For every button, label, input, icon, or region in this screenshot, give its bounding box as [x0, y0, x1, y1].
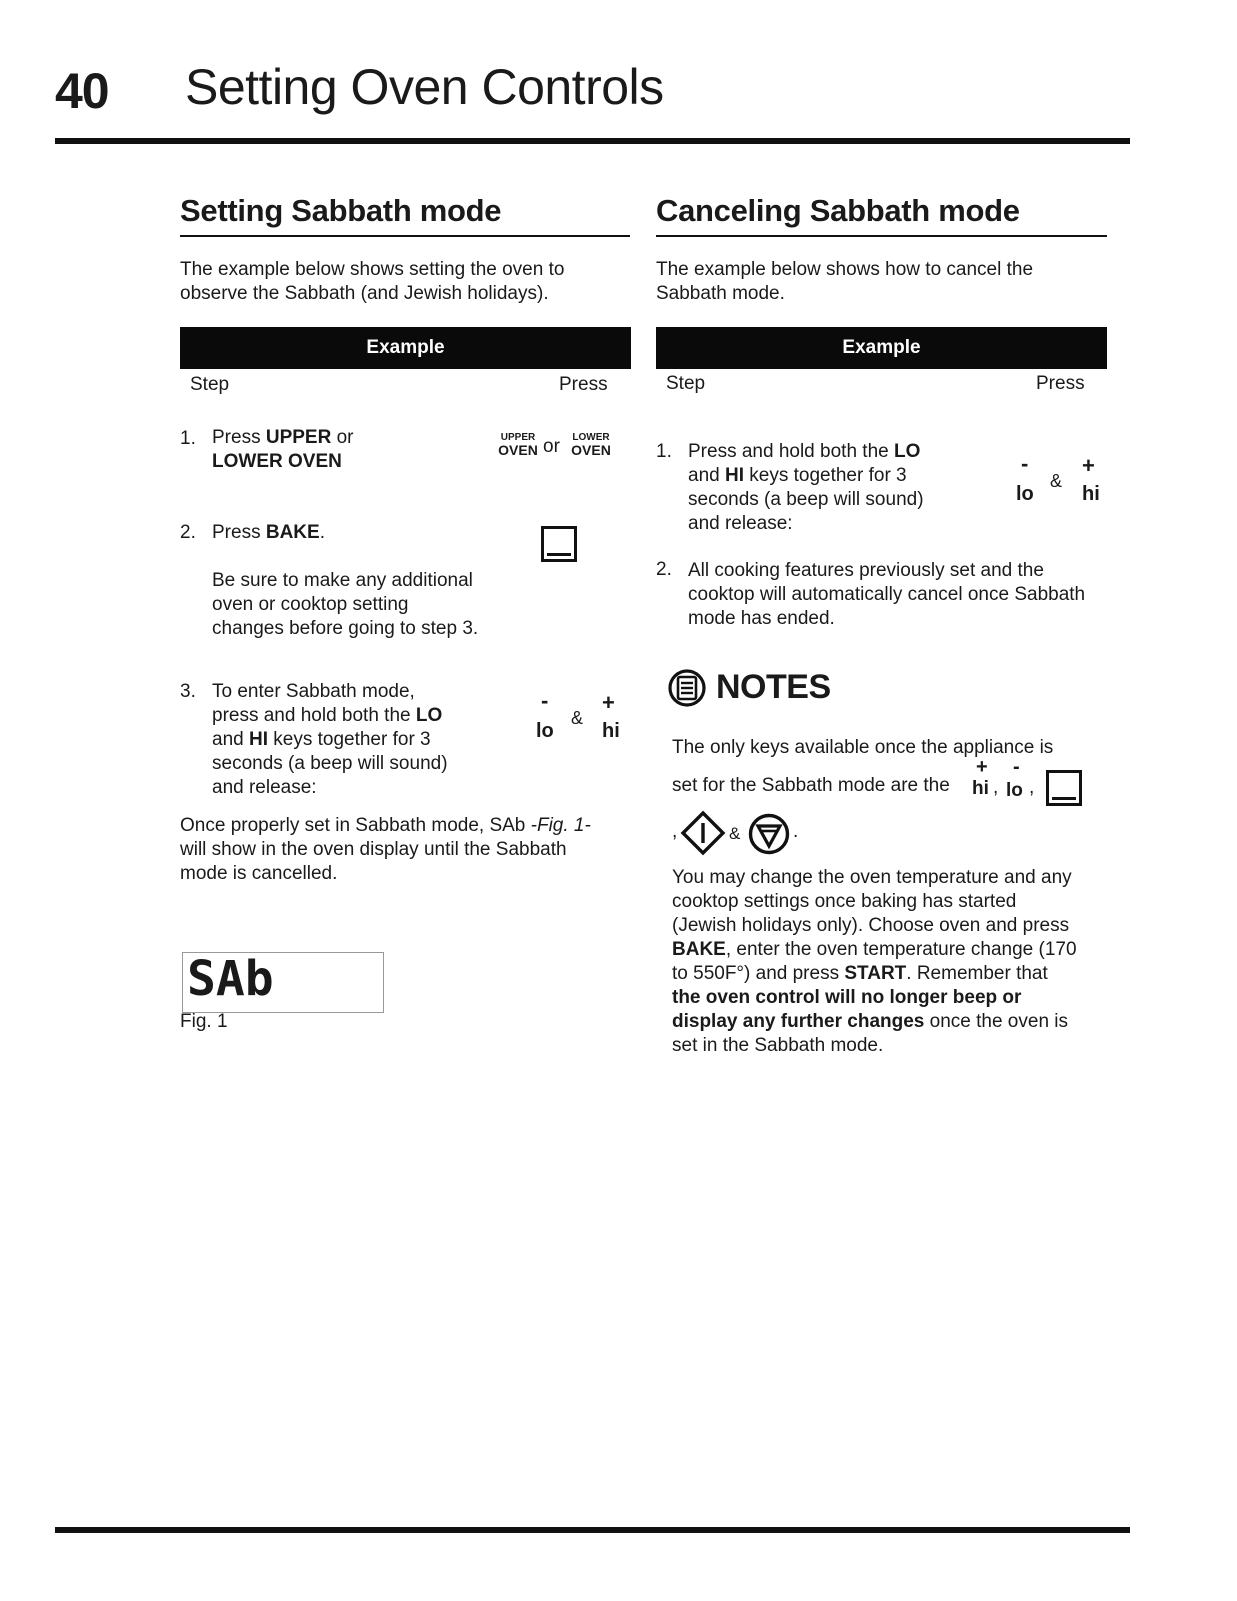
notes-comma-1: ,	[993, 777, 999, 798]
right-hi-key[interactable]: hi	[1082, 483, 1100, 505]
right-example-bar: Example	[656, 327, 1107, 369]
notes-line-1: The only keys available once the appliance is	[672, 737, 1054, 758]
left-step2-note-3: changes before going to step 3.	[212, 618, 479, 639]
hi-plus-symbol: +	[602, 690, 615, 715]
left-step3-line-2: press and hold both the LO	[212, 705, 443, 726]
right-step2-line-3: mode has ended.	[688, 608, 835, 629]
left-step1-text-2: LOWER OVEN	[212, 451, 342, 472]
notes-p2-line-5: to 550F°) and press START. Remember that	[672, 963, 1048, 984]
right-section-title: Canceling Sabbath mode	[656, 193, 1020, 228]
notes-line-2: set for the Sabbath mode are the	[672, 775, 950, 796]
left-section-rule	[180, 235, 630, 237]
bake-key-icon[interactable]	[541, 526, 577, 562]
left-example-bar: Example	[180, 327, 631, 369]
notes-p2-line-1: You may change the oven temperature and any	[672, 867, 1072, 888]
notes-title: NOTES	[716, 668, 831, 706]
left-step3-line-1: To enter Sabbath mode,	[212, 681, 415, 702]
bottom-divider	[55, 1527, 1130, 1533]
page-number: 40	[55, 63, 109, 119]
left-step2-note-2: oven or cooktop setting	[212, 594, 409, 615]
notes-comma-2: ,	[1029, 777, 1035, 798]
notes-icon	[667, 668, 707, 708]
right-step1-line-3: seconds (a beep will sound)	[688, 489, 924, 510]
stop-key-icon[interactable]	[747, 812, 791, 856]
oven-display	[182, 952, 384, 1013]
left-step3-line-5: and release:	[212, 777, 317, 798]
notes-hi-plus-symbol: +	[976, 756, 988, 778]
right-intro-line-1: The example below shows how to cancel the	[656, 259, 1034, 280]
left-step3-line-4: seconds (a beep will sound)	[212, 753, 448, 774]
notes-p2-line-7: display any further changes once the oven is	[672, 1011, 1069, 1032]
top-divider	[55, 138, 1130, 144]
page-title: Setting Oven Controls	[185, 59, 664, 115]
notes-comma-3: ,	[672, 821, 678, 842]
right-step1-line-4: and release:	[688, 513, 793, 534]
right-ampersand: &	[1050, 471, 1063, 491]
notes-p2-line-4: BAKE, enter the oven temperature change (170	[672, 939, 1077, 960]
lo-key[interactable]: lo	[536, 720, 554, 742]
left-step3-number: 3.	[180, 681, 196, 702]
notes-ampersand: &	[729, 824, 741, 843]
left-step2-note-1: Be sure to make any additional	[212, 570, 473, 591]
left-step2-text: Press BAKE.	[212, 522, 325, 543]
notes-bake-key-icon[interactable]	[1046, 770, 1082, 806]
left-outro-line-1: Once properly set in Sabbath mode, SAb -Fig. 1-	[180, 815, 591, 836]
right-lo-minus-symbol: -	[1021, 451, 1029, 476]
left-intro-line-1: The example below shows setting the oven to	[180, 259, 565, 280]
notes-hi-key[interactable]: hi	[972, 778, 989, 799]
right-hi-plus-symbol: +	[1082, 453, 1095, 478]
hi-key[interactable]: hi	[602, 720, 620, 742]
notes-p2-line-8: set in the Sabbath mode.	[672, 1035, 884, 1056]
right-col-press: Press	[1036, 373, 1085, 394]
right-step2-line-2: cooktop will automatically cancel once Sabbath	[688, 584, 1086, 605]
notes-lo-key[interactable]: lo	[1006, 780, 1023, 801]
left-outro-line-3: mode is cancelled.	[180, 863, 338, 884]
notes-p2-line-2: cooktop settings once baking has started	[672, 891, 1017, 912]
left-intro-line-2: observe the Sabbath (and Jewish holidays).	[180, 283, 549, 304]
start-key-icon[interactable]	[680, 810, 726, 856]
right-intro-line-2: Sabbath mode.	[656, 283, 785, 304]
fig-caption: Fig. 1	[180, 1011, 228, 1032]
left-outro-line-2: will show in the oven display until the Sabbath	[180, 839, 567, 860]
upper-oven-key[interactable]: UPPER OVEN	[498, 432, 538, 458]
right-col-step: Step	[666, 373, 706, 394]
lo-minus-symbol: -	[541, 688, 549, 713]
lower-oven-key[interactable]: LOWER OVEN	[571, 432, 611, 458]
left-step1-number: 1.	[180, 428, 196, 449]
display-text: SAb	[187, 951, 274, 1007]
right-section-rule	[656, 235, 1107, 237]
right-lo-key[interactable]: lo	[1016, 483, 1034, 505]
notes-p2-line-6: the oven control will no longer beep or	[672, 987, 1022, 1008]
right-step2-number: 2.	[656, 559, 672, 580]
left-col-press: Press	[559, 374, 608, 395]
left-col-step: Step	[190, 374, 230, 395]
ampersand: &	[571, 708, 584, 728]
right-step2-line-1: All cooking features previously set and the	[688, 560, 1044, 581]
left-section-title: Setting Sabbath mode	[180, 193, 502, 228]
right-step1-number: 1.	[656, 441, 672, 462]
notes-p2-line-3: (Jewish holidays only). Choose oven and press	[672, 915, 1070, 936]
right-step1-line-1: Press and hold both the LO	[688, 441, 921, 462]
notes-period: .	[793, 821, 799, 842]
or-label: or	[543, 436, 560, 457]
left-step3-line-3: and HI keys together for 3	[212, 729, 431, 750]
notes-lo-minus-symbol: -	[1013, 756, 1020, 778]
left-step2-number: 2.	[180, 522, 196, 543]
left-step1-text: Press UPPER or	[212, 427, 354, 448]
right-step1-line-2: and HI keys together for 3	[688, 465, 907, 486]
